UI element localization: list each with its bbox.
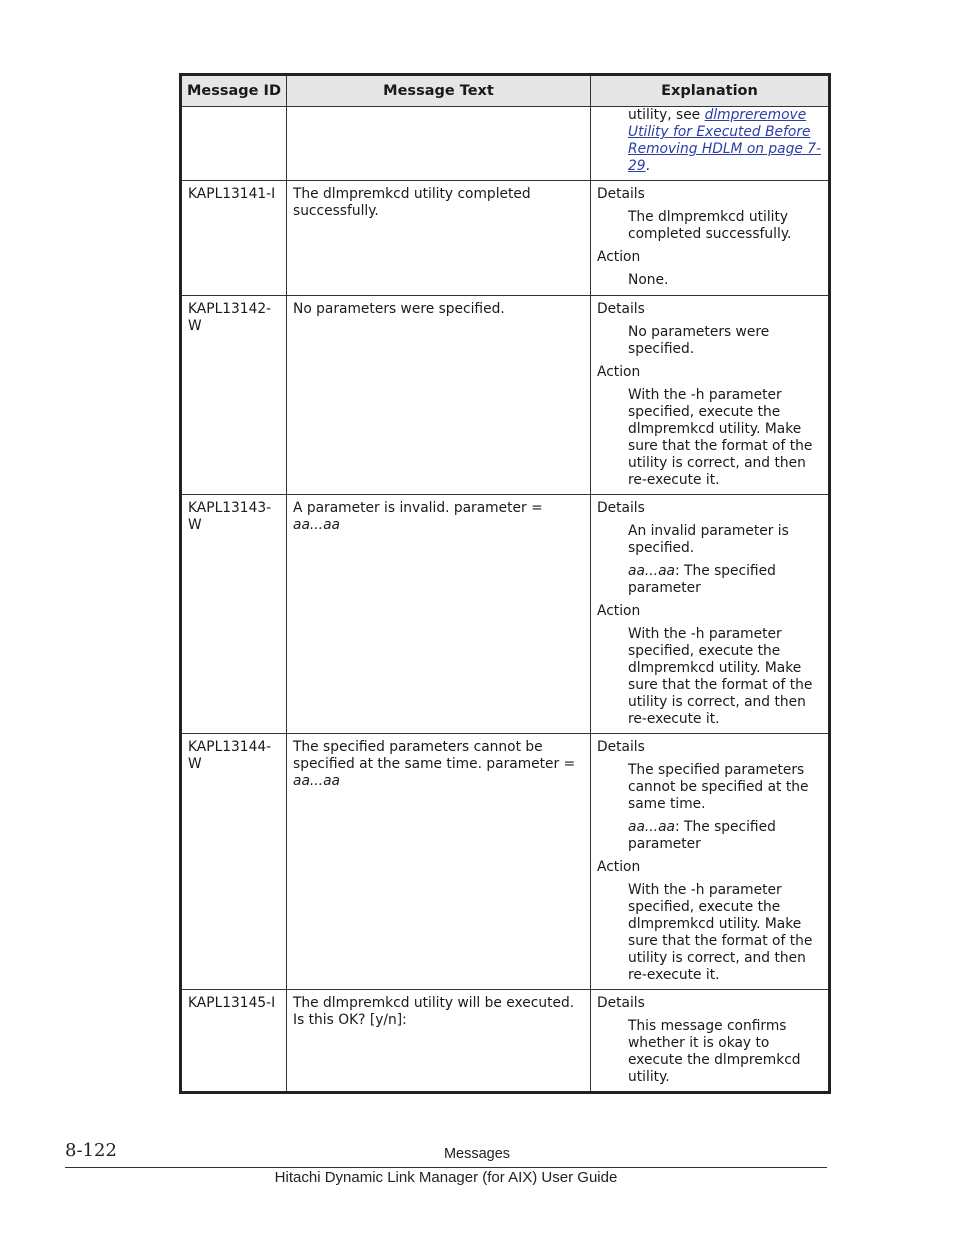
cross-reference-link[interactable]: dlmpreremove Utility for Executed Before Removing HDLM on page 7-29: [628, 107, 821, 174]
header-explanation: Explanation: [591, 75, 830, 107]
page-number: 8-122: [65, 1140, 117, 1161]
table-row: [181, 734, 830, 990]
action-label: Action: [597, 364, 641, 380]
table-row: [181, 296, 830, 495]
section-name: Messages: [443, 1146, 511, 1162]
message-id: KAPL13142-W: [181, 296, 287, 495]
message-id: KAPL13141-I: [181, 181, 287, 296]
details-label: Details: [597, 186, 645, 202]
message-text-cell: [287, 734, 591, 990]
message-text: The specified parameters cannot be specified at the same time. parameter =: [293, 739, 576, 772]
details-label: Details: [597, 500, 645, 516]
header-message-id: Message ID: [181, 75, 287, 107]
footer-divider: [65, 1167, 827, 1168]
explanation-cell: [591, 734, 830, 990]
message-variable: aa...aa: [293, 773, 340, 789]
empty-cell: [181, 107, 287, 181]
message-text: The dlmpremkcd utility will be executed. Is this OK? [y/n]:: [287, 990, 591, 1093]
explanation-cell: [591, 990, 830, 1093]
explanation-cell: [591, 107, 830, 181]
action-label: Action: [597, 249, 641, 265]
details-label: Details: [597, 301, 645, 317]
message-id: KAPL13144-W: [181, 734, 287, 990]
header-message-text: Message Text: [287, 75, 591, 107]
action-text: With the -h parameter specified, execute the dlmpremkcd utility. Make sure that the format of the utility is correct, and then re-execute it.: [628, 387, 813, 488]
parameter-note: aa...aa: The specified parameter: [628, 819, 776, 852]
table-row: [181, 107, 830, 181]
message-text: The dlmpremkcd utility completed successfully.: [287, 181, 591, 296]
details-text: This message confirms whether it is okay to execute the dlmpremkcd utility.: [628, 1018, 801, 1085]
table-row: [181, 181, 830, 296]
message-text: No parameters were specified.: [287, 296, 591, 495]
message-id: KAPL13143-W: [181, 495, 287, 734]
details-text: The dlmpremkcd utility completed successfully.: [628, 209, 792, 242]
action-text: With the -h parameter specified, execute the dlmpremkcd utility. Make sure that the format of the utility is correct, and then re-execute it.: [628, 882, 813, 983]
action-text: None.: [628, 272, 669, 288]
empty-cell: [287, 107, 591, 181]
action-text: With the -h parameter specified, execute the dlmpremkcd utility. Make sure that the format of the utility is correct, and then re-execute it.: [628, 626, 813, 727]
details-label: Details: [597, 995, 645, 1011]
explanation-cell: [591, 495, 830, 734]
explanation-cell: [591, 296, 830, 495]
table-row: [181, 990, 830, 1093]
table-row: [181, 495, 830, 734]
details-text: An invalid parameter is specified.: [628, 523, 789, 556]
message-variable: aa...aa: [293, 517, 340, 533]
continued-text: utility, see dlmpreremove Utility for Executed Before Removing HDLM on page 7-29.: [628, 107, 821, 174]
explanation-cell: [591, 181, 830, 296]
book-title: Hitachi Dynamic Link Manager (for AIX) User Guide: [274, 1169, 618, 1186]
message-text-cell: [287, 495, 591, 734]
table-header-row: [181, 75, 830, 107]
details-label: Details: [597, 739, 645, 755]
details-text: The specified parameters cannot be specified at the same time.: [628, 762, 809, 812]
action-label: Action: [597, 603, 641, 619]
messages-table: [179, 73, 831, 1094]
message-text: A parameter is invalid. parameter =: [293, 500, 543, 516]
action-label: Action: [597, 859, 641, 875]
details-text: No parameters were specified.: [628, 324, 770, 357]
parameter-note: aa...aa: The specified parameter: [628, 563, 776, 596]
message-id: KAPL13145-I: [181, 990, 287, 1093]
